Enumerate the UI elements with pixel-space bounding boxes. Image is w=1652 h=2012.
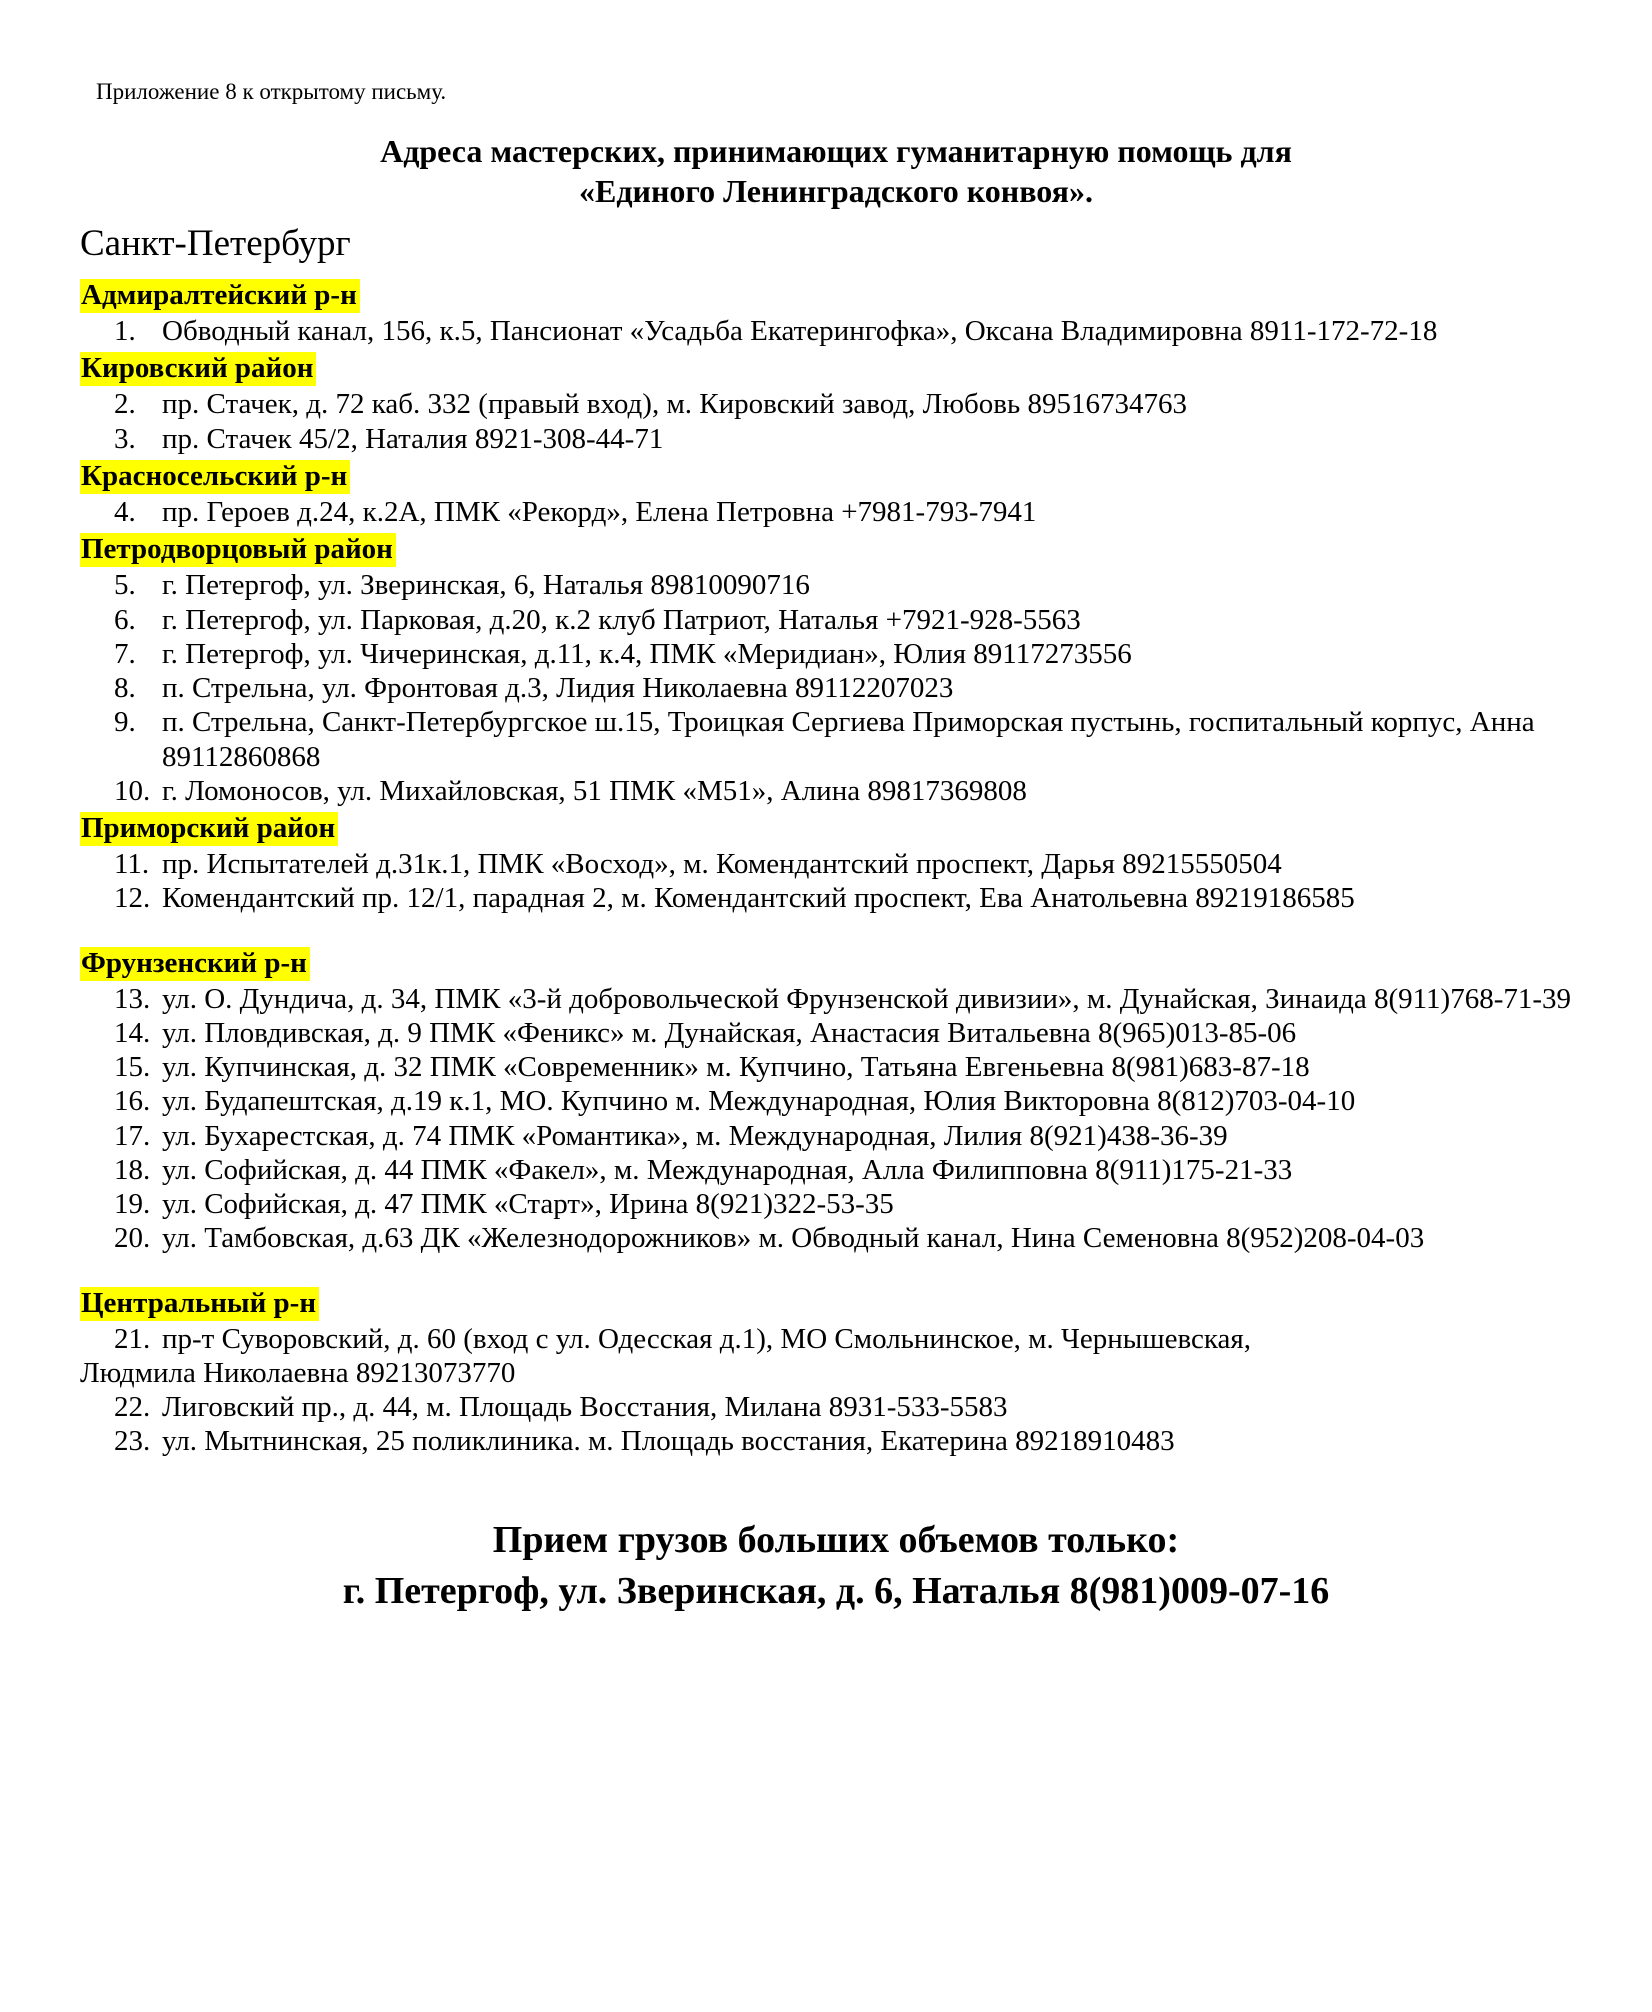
footer-line-2: г. Петергоф, ул. Зверинская, д. 6, Наталья 8(981)009-07-16 [342,1569,1330,1612]
district-section [80,811,1592,916]
item-text: ул. Тамбовская, д.63 ДК «Железнодорожников» м. Обводный канал, Нина Семеновна 8(952)208-04-03 [162,1222,1425,1255]
item-number: 14. [114,1017,151,1050]
item-number: 9. [114,706,136,739]
district-section [80,946,1592,1256]
item-text: Лиговский пр., д. 44, м. Площадь Восстания, Милана 8931-533-5583 [162,1391,1008,1424]
item-number: 16. [114,1085,151,1118]
address-item [80,1390,1592,1424]
address-item-main [80,1084,1592,1118]
district-heading [80,946,1592,980]
item-text: пр. Героев д.24, к.2А, ПМК «Рекорд», Елена Петровна +7981-793-7941 [162,495,1037,528]
district-section [80,459,1592,529]
address-item-main [80,1016,1592,1050]
address-item [80,1119,1592,1153]
address-item-main [80,422,1592,456]
address-item-main [80,387,1592,421]
address-item [80,387,1592,421]
address-item-main [80,982,1592,1016]
address-item [80,314,1592,348]
address-item [80,603,1592,637]
address-item [80,1016,1592,1050]
item-text: ул. О. Дундича, д. 34, ПМК «3-й добровольческой Фрунзенской дивизии», м. Дунайская, Зинаида 8(911)768-71-39 [162,982,1572,1015]
district-section [80,351,1592,456]
district-heading [80,532,1592,566]
sections-container [80,278,1592,1459]
item-number: 8. [114,672,136,705]
item-number: 2. [114,388,136,421]
address-item [80,982,1592,1016]
item-text: г. Петергоф, ул. Зверинская, 6, Наталья 89810090716 [162,569,810,602]
item-text: ул. Софийская, д. 44 ПМК «Факел», м. Международная, Алла Филипповна 8(911)175-21-33 [162,1153,1293,1186]
item-text: Комендантский пр. 12/1, парадная 2, м. Комендантский проспект, Ева Анатольевна 89219186585 [162,882,1355,915]
address-item [80,637,1592,671]
district-heading [80,1286,1592,1320]
district-heading [80,811,1592,845]
item-number: 23. [114,1425,151,1458]
address-item-main [80,1119,1592,1153]
address-item-main [80,847,1592,881]
item-number: 13. [114,982,151,1015]
item-text: г. Петергоф, ул. Парковая, д.20, к.2 клуб Патриот, Наталья +7921-928-5563 [162,603,1081,636]
address-item [80,422,1592,456]
address-item [80,881,1592,915]
item-number: 17. [114,1119,151,1152]
item-text: ул. Купчинская, д. 32 ПМК «Современник» м. Купчино, Татьяна Евгеньевна 8(981)683-87-18 [162,1051,1310,1084]
item-text: г. Ломоносов, ул. Михайловская, 51 ПМК «М51», Алина 89817369808 [162,774,1027,807]
district-heading-highlight: Кировский район [80,352,316,386]
item-text: пр. Стачек, д. 72 каб. 332 (правый вход), м. Кировский завод, Любовь 89516734763 [162,388,1187,421]
footer-line-1: Прием грузов больших объемов только: [492,1518,1180,1561]
district-section [80,1286,1592,1459]
item-number: 5. [114,569,136,602]
address-item [80,774,1592,808]
item-text: пр. Испытателей д.31к.1, ПМК «Восход», м. Комендантский проспект, Дарья 89215550504 [162,848,1282,881]
item-text: пр. Стачек 45/2, Наталия 8921-308-44-71 [162,422,664,455]
address-item [80,847,1592,881]
item-text: ул. Софийская, д. 47 ПМК «Старт», Ирина 8(921)322-53-35 [162,1188,894,1221]
item-number: 11. [114,848,150,881]
item-continuation-line: Людмила Николаевна 89213073770 [80,1357,516,1390]
address-item-main [80,881,1592,915]
address-item-main [80,637,1592,671]
district-heading-highlight: Приморский район [80,812,338,846]
address-item [80,705,1592,773]
district-heading [80,459,1592,493]
item-text: пр-т Суворовский, д. 60 (вход с ул. Одесская д.1), МО Смольнинское, м. Чернышевская, [162,1322,1251,1355]
address-item-main [80,1153,1592,1187]
address-item-main [80,1322,1592,1356]
item-text: ул. Мытнинская, 25 поликлиника. м. Площадь восстания, Екатерина 89218910483 [162,1425,1175,1458]
address-item-main [80,1390,1592,1424]
address-item-main [80,1424,1592,1458]
address-item [80,1221,1592,1255]
address-item-main [80,314,1592,348]
district-section [80,532,1592,808]
item-text: ул. Бухарестская, д. 74 ПМК «Романтика», м. Международная, Лилия 8(921)438-36-39 [162,1119,1228,1152]
district-section [80,278,1592,348]
item-number: 21. [114,1322,151,1355]
district-heading-highlight: Петродворцовый район [80,533,396,567]
address-item-main [80,568,1592,602]
appendix-note: Приложение 8 к открытому письму. [96,79,447,104]
address-item [80,1050,1592,1084]
item-number: 12. [114,882,151,915]
item-number: 7. [114,637,136,670]
document-title-line-1: Адреса мастерских, принимающих гуманитарную помощь для [380,133,1292,170]
address-item-main [80,1050,1592,1084]
item-number: 1. [114,314,136,347]
item-text: Обводный канал, 156, к.5, Пансионат «Усадьба Екатерингофка», Оксана Владимировна 8911-172-72-18 [162,314,1438,347]
address-item [80,1084,1592,1118]
item-text: г. Петергоф, ул. Чичеринская, д.11, к.4, ПМК «Меридиан», Юлия 89117273556 [162,637,1132,670]
district-heading [80,278,1592,312]
item-number: 10. [114,774,151,807]
address-item-main [80,671,1592,705]
district-heading-highlight: Красносельский р-н [80,460,350,494]
document-title [80,131,1592,211]
footer-notice [80,1515,1592,1618]
address-item-main [80,774,1592,808]
address-item [80,495,1592,529]
city-heading: Санкт-Петербург [80,223,351,265]
address-item [80,1322,1592,1390]
district-heading-highlight: Центральный р-н [80,1287,319,1321]
address-item-main [80,495,1592,529]
address-item-main [80,705,1592,773]
address-item-main [80,1221,1592,1255]
document-title-line-2: «Единого Ленинградского конвоя». [579,173,1093,210]
address-item [80,1153,1592,1187]
address-item-main [80,603,1592,637]
address-item [80,1424,1592,1458]
item-number: 4. [114,495,136,528]
district-heading [80,351,1592,385]
item-number: 3. [114,422,136,455]
address-item [80,671,1592,705]
item-number: 18. [114,1153,151,1186]
address-item [80,1187,1592,1221]
district-heading-highlight: Адмиралтейский р-н [80,279,360,313]
address-item-main [80,1187,1592,1221]
district-heading-highlight: Фрунзенский р-н [80,947,310,981]
item-number: 20. [114,1222,151,1255]
item-text: п. Стрельна, Санкт-Петербургское ш.15, Троицкая Сергиева Приморская пустынь, госпитальный корпус, Анна 89112860868 [162,706,1535,773]
address-item [80,568,1592,602]
item-text: ул. Пловдивская, д. 9 ПМК «Феникс» м. Дунайская, Анастасия Витальевна 8(965)013-85-06 [162,1017,1297,1050]
item-text: п. Стрельна, ул. Фронтовая д.3, Лидия Николаевна 89112207023 [162,672,954,705]
item-number: 19. [114,1188,151,1221]
item-text: ул. Будапештская, д.19 к.1, МО. Купчино м. Международная, Юлия Викторовна 8(812)703-04-10 [162,1085,1356,1118]
item-number: 15. [114,1051,151,1084]
item-number: 22. [114,1391,151,1424]
item-number: 6. [114,603,136,636]
